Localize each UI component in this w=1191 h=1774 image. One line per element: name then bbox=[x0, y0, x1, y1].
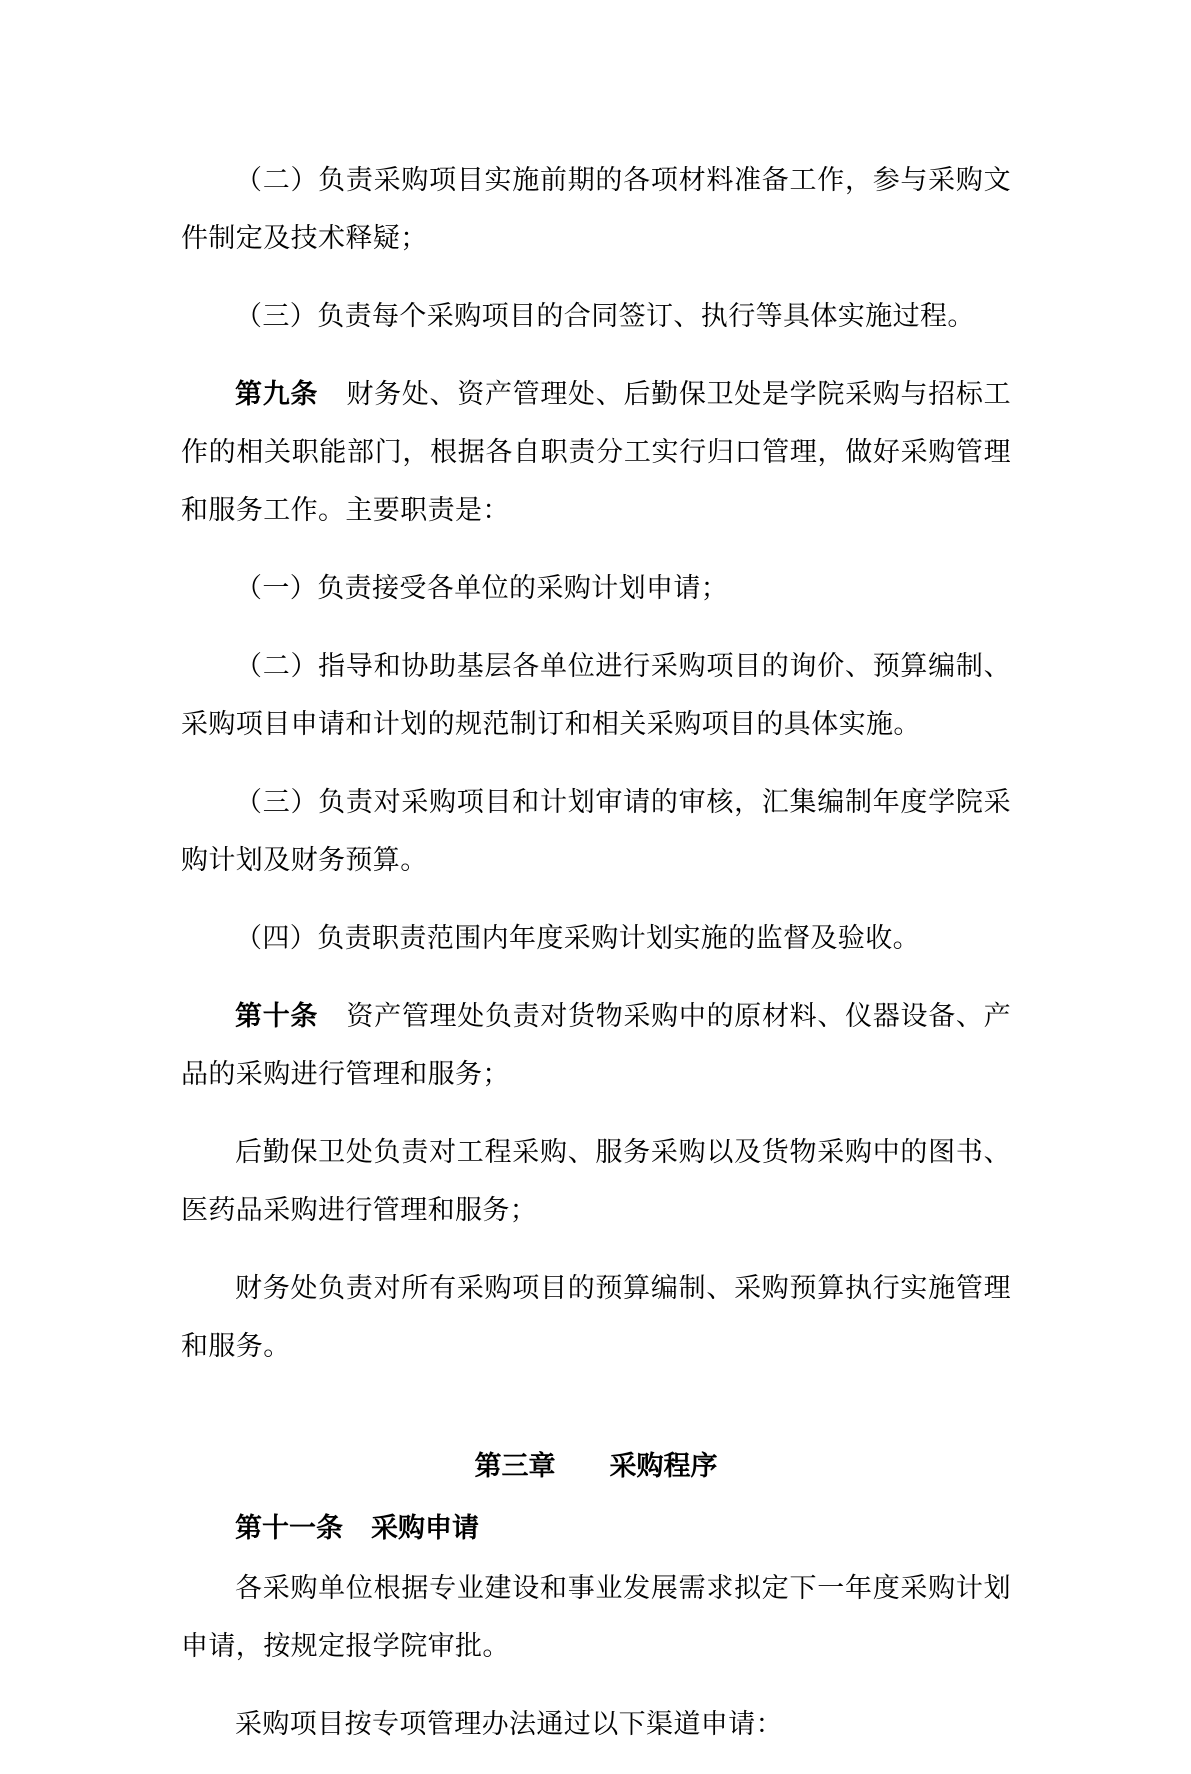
article-9-item-2: （二）指导和协助基层各单位进行采购项目的询价、预算编制、采购项目申请和计划的规范制订和相关采购项目的具体实施。 bbox=[181, 651, 1011, 740]
chapter-heading bbox=[181, 1438, 1011, 1496]
article-10-label: 第十条 bbox=[235, 1001, 319, 1032]
article-10-item-2: 财务处负责对所有采购项目的预算编制、采购预算执行实施管理和服务。 bbox=[181, 1273, 1011, 1362]
article-10-item-1: 后勤保卫处负责对工程采购、服务采购以及货物采购中的图书、医药品采购进行管理和服务； bbox=[181, 1137, 1011, 1226]
paragraph-duty-3: （三）负责每个采购项目的合同签订、执行等具体实施过程。 bbox=[235, 301, 975, 332]
paragraph-duty-2: （二）负责采购项目实施前期的各项材料准备工作，参与采购文件制定及技术释疑； bbox=[181, 165, 1011, 254]
chapter-title: 采购程序 bbox=[609, 1451, 718, 1482]
chapter-number: 第三章 bbox=[474, 1451, 556, 1482]
article-11-item-2: 采购项目按专项管理办法通过以下渠道申请： bbox=[235, 1709, 783, 1740]
document-body bbox=[181, 152, 1011, 1774]
article-11-item-1: 各采购单位根据专业建设和事业发展需求拟定下一年度采购计划申请，按规定报学院审批。 bbox=[181, 1573, 1011, 1662]
article-9-item-1: （一）负责接受各单位的采购计划申请； bbox=[235, 573, 729, 604]
article-9-item-3: （三）负责对采购项目和计划审请的审核，汇集编制年度学院采购计划及财务预算。 bbox=[181, 787, 1011, 876]
article-10-text: 资产管理处负责对货物采购中的原材料、仪器设备、产品的采购进行管理和服务； bbox=[181, 1001, 1012, 1090]
article-9 bbox=[181, 366, 1011, 540]
article-11-label: 第十一条 bbox=[235, 1513, 343, 1544]
article-11-title: 采购申请 bbox=[371, 1513, 479, 1544]
article-11-heading bbox=[181, 1500, 1011, 1558]
article-10 bbox=[181, 988, 1011, 1104]
article-9-text: 财务处、资产管理处、后勤保卫处是学院采购与招标工作的相关职能部门，根据各自职责分工实行归口管理，做好采购管理和服务工作。主要职责是： bbox=[181, 379, 1012, 526]
article-9-label: 第九条 bbox=[235, 379, 319, 410]
article-9-item-4: （四）负责职责范围内年度采购计划实施的监督及验收。 bbox=[235, 923, 920, 954]
